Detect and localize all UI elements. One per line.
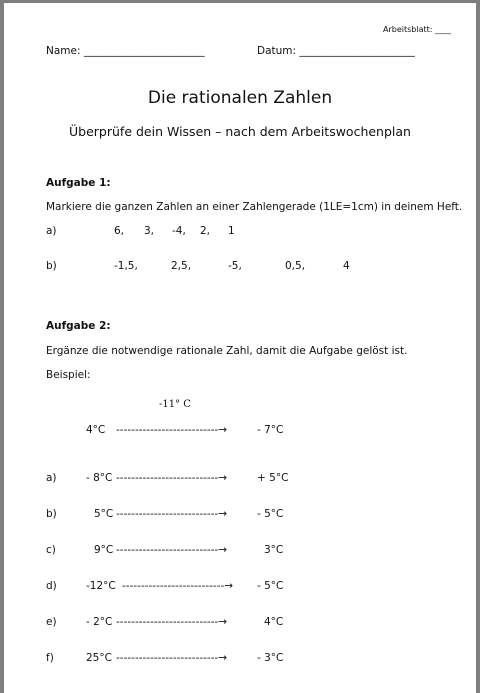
task2-row-end: - 3°C <box>257 652 284 664</box>
example-end-value: - 7°C <box>257 424 284 436</box>
task2-row-arrow: ---------------------------→ <box>116 616 228 628</box>
task2-row-start: - 2°C <box>86 616 113 628</box>
task2-row-arrow: ---------------------------→ <box>116 652 228 664</box>
task2-row-arrow: ---------------------------→ <box>116 544 228 556</box>
page-subtitle: Überprüfe dein Wissen – nach dem Arbeitswochenplan <box>69 124 411 139</box>
task1-row-b-value: 2,5, <box>171 260 192 272</box>
example-difference: -11° C <box>159 399 191 410</box>
task2-row-label: e) <box>46 616 57 628</box>
task1-row-a-label: a) <box>46 225 57 237</box>
worksheet-page <box>4 3 476 693</box>
task1-row-a-value: 3, <box>144 225 155 237</box>
task1-row-b-value: -1,5, <box>114 260 138 272</box>
task1-row-b-label: b) <box>46 260 57 272</box>
task2-example-label: Beispiel: <box>46 369 91 381</box>
task2-row-arrow: ---------------------------→ <box>116 472 228 484</box>
task2-row-end: - 5°C <box>257 508 284 520</box>
task2-row-end: - 5°C <box>257 580 284 592</box>
task2-row-label: d) <box>46 580 57 592</box>
task1-row-a-value: 2, <box>200 225 211 237</box>
task2-row-end: + 5°C <box>257 472 289 484</box>
task1-heading: Aufgabe 1: <box>46 177 111 189</box>
page-title: Die rationalen Zahlen <box>147 88 333 108</box>
name-field-label: Name: _______________________ <box>46 45 205 57</box>
task2-row-start: -12°C <box>86 580 116 592</box>
task2-row-label: b) <box>46 508 57 520</box>
task2-row-arrow: ---------------------------→ <box>122 580 234 592</box>
task1-row-a-value: 1 <box>228 225 235 237</box>
task2-instruction: Ergänze die notwendige rationale Zahl, damit die Aufgabe gelöst ist. <box>46 345 408 357</box>
task2-row-arrow: ---------------------------→ <box>116 508 228 520</box>
task2-row-start: 25°C <box>86 652 112 664</box>
task2-row-start: - 8°C <box>86 472 113 484</box>
task1-row-b-value: 4 <box>343 260 350 272</box>
task2-row-end: 4°C <box>264 616 284 628</box>
task2-row-start: 5°C <box>94 508 114 520</box>
task1-row-a-value: 6, <box>114 225 125 237</box>
task1-instruction: Markiere die ganzen Zahlen an einer Zahlengerade (1LE=1cm) in deinem Heft. <box>46 201 463 213</box>
task1-row-b-value: -5, <box>228 260 242 272</box>
task2-heading: Aufgabe 2: <box>46 320 111 332</box>
example-arrow: ---------------------------→ <box>116 424 228 436</box>
task2-row-label: a) <box>46 472 57 484</box>
task2-row-label: c) <box>46 544 56 556</box>
task1-row-b-value: 0,5, <box>285 260 306 272</box>
task2-row-start: 9°C <box>94 544 114 556</box>
date-field-label: Datum: ______________________ <box>257 45 415 57</box>
task1-row-a-value: -4, <box>172 225 186 237</box>
example-start-value: 4°C <box>86 424 106 436</box>
task2-row-label: f) <box>46 652 54 664</box>
task2-row-end: 3°C <box>264 544 284 556</box>
worksheet-number-label: Arbeitsblatt: ____ <box>383 25 452 34</box>
